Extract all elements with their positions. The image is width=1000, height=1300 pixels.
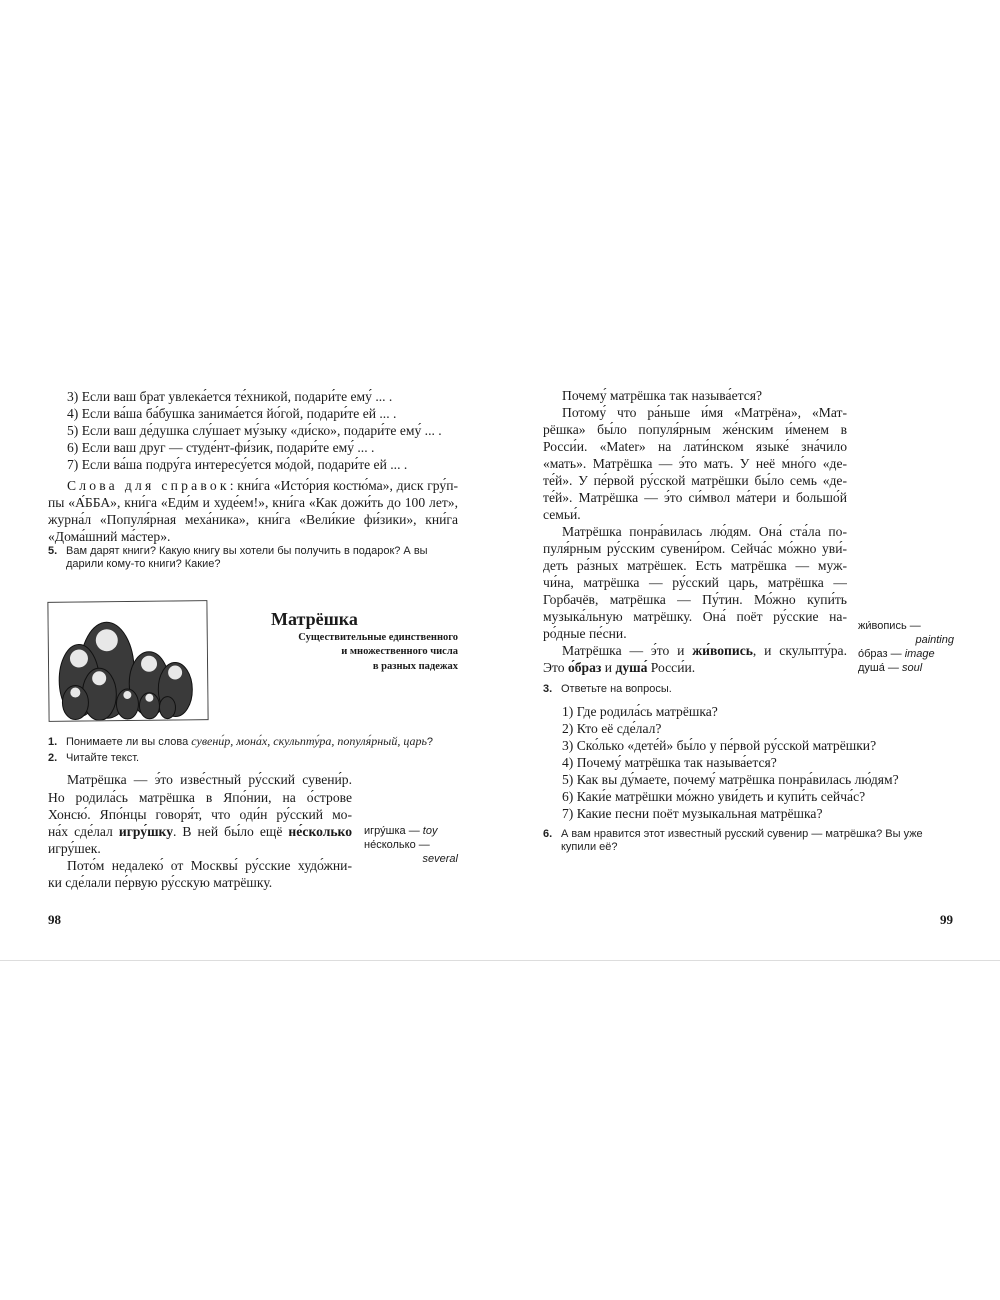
gloss-translation: image [904, 648, 935, 660]
list-item [67, 388, 392, 405]
text-line [543, 625, 627, 642]
lesson-title: Матрёшка [271, 609, 358, 629]
text-line [543, 455, 847, 472]
text-segment: те́й». Матрёшка — э́то си́мвол ма́тери и большо́й [543, 490, 847, 505]
text-line [562, 642, 847, 659]
list-item [67, 405, 396, 422]
text-line [543, 574, 847, 591]
text-segment: журна́л «Популя́рная меха́ника», кни́га «Вели́кие фи́зики», кни́га [48, 512, 458, 527]
question-item [562, 754, 777, 771]
text-line [48, 840, 101, 857]
text-segment: ро́дные пе́сни. [543, 626, 627, 641]
text-segment: рёшка» бы́ло популя́рным же́нским и́менем в [543, 422, 847, 437]
text-segment: пы «А́ББА», кни́га «Еди́м и худе́ем!», кни́га «Как дожи́ть до 100 лет», [48, 495, 458, 510]
gloss-word: игру́шка — [364, 825, 423, 837]
lesson-subtitle-line: и множественного числа [341, 646, 458, 657]
vocabulary-words: сувени́р, мона́х, скульпту́ра, популя́рный, царь [191, 734, 427, 748]
text-line [543, 489, 847, 506]
text-line [48, 874, 272, 891]
text-segment: деть ра́зных матрёшек. Есть матрёшка — муж- [543, 558, 847, 573]
gloss-translation: several [422, 853, 458, 865]
gloss-word: не́сколько — [364, 839, 430, 851]
gloss-word: жи́вопись — [858, 620, 921, 632]
task-6-line [561, 841, 618, 858]
text-line [543, 438, 847, 455]
bold-term: не́сколько [288, 824, 352, 839]
task-text: Вам дарят книги? Какую книгу вы хотели бы получить в подарок? А вы [66, 545, 428, 557]
bold-term: жи́вопись [692, 643, 753, 658]
page-number-left: 98 [48, 912, 61, 927]
text-segment: , и скульпту́ра. [752, 643, 847, 658]
question-item [562, 737, 876, 754]
task-number: 2. [48, 752, 58, 764]
text-line [48, 806, 352, 823]
text-line [48, 789, 352, 806]
question-item [562, 788, 865, 805]
gloss-word: душа́ — [858, 662, 902, 674]
text-segment: . В ней бы́ло ещё [173, 824, 289, 839]
text-line [48, 823, 352, 840]
text-line [543, 591, 847, 608]
text-segment: Слова для справок [67, 478, 230, 493]
page-bottom-divider [0, 960, 1000, 961]
question-text: 1) Где родила́сь матрёшка? [562, 704, 718, 719]
gloss-word: о́браз — [858, 648, 905, 660]
task-text: дарили кому-то книги? Какие? [66, 558, 221, 570]
task-text: Понимаете ли вы слова [66, 736, 192, 748]
text-segment: пуля́рным ру́сским сувени́ром. Сейча́с мо́жно уви́- [543, 541, 847, 556]
gloss-translation: toy [422, 825, 438, 837]
text-line [562, 404, 847, 421]
question-text: 3) Ско́лько «дете́й» бы́ло у пе́рвой ру́сской матрёшки? [562, 738, 877, 753]
text-segment: те́й». У пе́рвой ру́сской матрёшки бы́ло семь «де- [543, 473, 847, 488]
text-line [67, 857, 352, 874]
lesson-subtitle-line: Существительные единственного [298, 632, 458, 643]
text-segment: на́х сде́лал [48, 824, 119, 839]
question-text: 6) Каки́е матрёшки мо́жно уви́деть и купи́ть сейча́с? [562, 789, 866, 804]
text-line [543, 472, 847, 489]
list-item-text: 7) Если ва́ша подру́га интересу́ется мо́дой, подари́те ей ... . [67, 457, 408, 472]
task-number: 6. [543, 828, 553, 840]
question-item [562, 771, 899, 788]
question-item [562, 805, 823, 822]
text-segment: «Дома́шний ма́стер». [48, 529, 171, 544]
list-item [67, 456, 407, 473]
text-segment: чи́на, матрёшка — ру́сский царь, матрёшка — [543, 575, 847, 590]
task-number: 3. [543, 683, 553, 695]
text-segment: Потому́ что ра́ньше и́мя «Матрёна», «Мат- [562, 405, 847, 420]
text-segment: Росси́и. [647, 660, 696, 675]
glossary-entry [858, 661, 922, 675]
question-text: 7) Какие песни поёт музыкальная матрёшка? [562, 806, 823, 821]
text-segment: «мать». Матрёшка — э́то мать. У неё мно́го «де- [543, 456, 847, 471]
list-item-text: 4) Если ва́ша ба́бушка занима́ется йо́гой, подари́те ей ... . [67, 406, 397, 421]
bold-term: игру́шку [118, 824, 173, 839]
text-segment: Горбачёв, матрёшка — Пу́тин. Мо́жно купи́ть [543, 592, 847, 607]
text-segment: Росси́и. «Mater» на лати́нском языке́ зна́чило [543, 439, 847, 454]
text-segment: ки сде́лали пе́рвую ру́сскую матрёшку. [48, 875, 273, 890]
list-item [67, 439, 374, 456]
text-line [543, 506, 581, 523]
text-segment: Матрёшка понра́вилась лю́дям. Она́ ста́ла по- [562, 524, 847, 539]
matryoshka-photo [47, 600, 208, 722]
lesson-subtitle-line: в разных падежах [372, 661, 458, 672]
text-line [543, 540, 847, 557]
task-text: А вам нравится этот известный русский сувенир — матрёшка? Вы уже [561, 828, 923, 840]
page-number-right: 99 [940, 912, 953, 927]
list-item-text: 3) Если ваш брат увлека́ется те́хникой, подари́те ему́ ... . [67, 389, 393, 404]
task-number: 5. [48, 545, 58, 557]
text-segment: и [601, 660, 616, 675]
gloss-translation: painting [915, 634, 954, 646]
list-item [67, 422, 442, 439]
text-segment: игру́шек. [48, 841, 101, 856]
text-segment: Пото́м недалеко́ от Москвы́ ру́сские худо́жни- [67, 858, 352, 873]
text-segment: Это [543, 660, 568, 675]
text-line [543, 421, 847, 438]
text-segment: Хонсю́. Япо́нцы говоря́т, что оди́н ру́сский мо- [48, 807, 352, 822]
text-line [48, 494, 458, 511]
text-line [562, 387, 762, 404]
task-text: Ответьте на вопросы. [561, 683, 672, 695]
list-item-text: 6) Если ваш друг — студе́нт-фи́зик, подари́те ему́ ... . [67, 440, 375, 455]
task-3 [543, 681, 672, 698]
task-text: купили её? [561, 841, 618, 853]
text-line [543, 659, 695, 676]
glossary-entry [858, 619, 954, 647]
task-5-line [66, 558, 221, 575]
text-line [67, 477, 458, 494]
text-line [543, 557, 847, 574]
task-text: ? [426, 736, 434, 748]
text-line [48, 528, 170, 545]
question-item [562, 720, 661, 737]
glossary-entry [858, 647, 935, 661]
task-1 [48, 733, 433, 750]
question-text: 2) Кто её сде́лал? [562, 721, 662, 736]
list-item-text: 5) Если ваш де́душка слу́шает му́зыку «ди́ско», подари́те ему́ ... . [67, 423, 442, 438]
gloss-translation: soul [901, 662, 923, 674]
text-segment: Матрёшка — э́то изве́стный ру́сский сувени́р. [67, 772, 352, 787]
task-text: Читайте текст. [66, 752, 140, 764]
text-line [562, 523, 847, 540]
task-number: 1. [48, 736, 58, 748]
task-2 [48, 750, 139, 767]
glossary-entry [364, 838, 458, 866]
glossary-entry [364, 824, 437, 838]
bold-term: душа́ [615, 660, 648, 675]
text-segment: Почему́ матрёшка так называ́ется? [562, 388, 763, 403]
text-line [543, 608, 847, 625]
bold-term: о́браз [567, 660, 602, 675]
question-text: 4) Почему́ матрёшка так называ́ется? [562, 755, 777, 770]
text-segment: музыка́льную матрёшку. Она́ поёт ру́сские на- [543, 609, 847, 624]
question-text: 5) Как вы ду́маете, почему́ матрёшка понра́вилась лю́дям? [562, 772, 899, 787]
text-segment: : кни́га «Исто́рия костю́ма», диск гру́п- [229, 478, 458, 493]
text-line [48, 511, 458, 528]
matryoshka-dolls-image [48, 601, 207, 721]
text-segment: семьи́. [543, 507, 581, 522]
question-item [562, 703, 718, 720]
text-segment: Матрёшка — э́то и [562, 643, 693, 658]
text-line [67, 771, 352, 788]
text-segment: Но родила́сь матрёшка в Япо́нии, на о́строве [48, 790, 352, 805]
